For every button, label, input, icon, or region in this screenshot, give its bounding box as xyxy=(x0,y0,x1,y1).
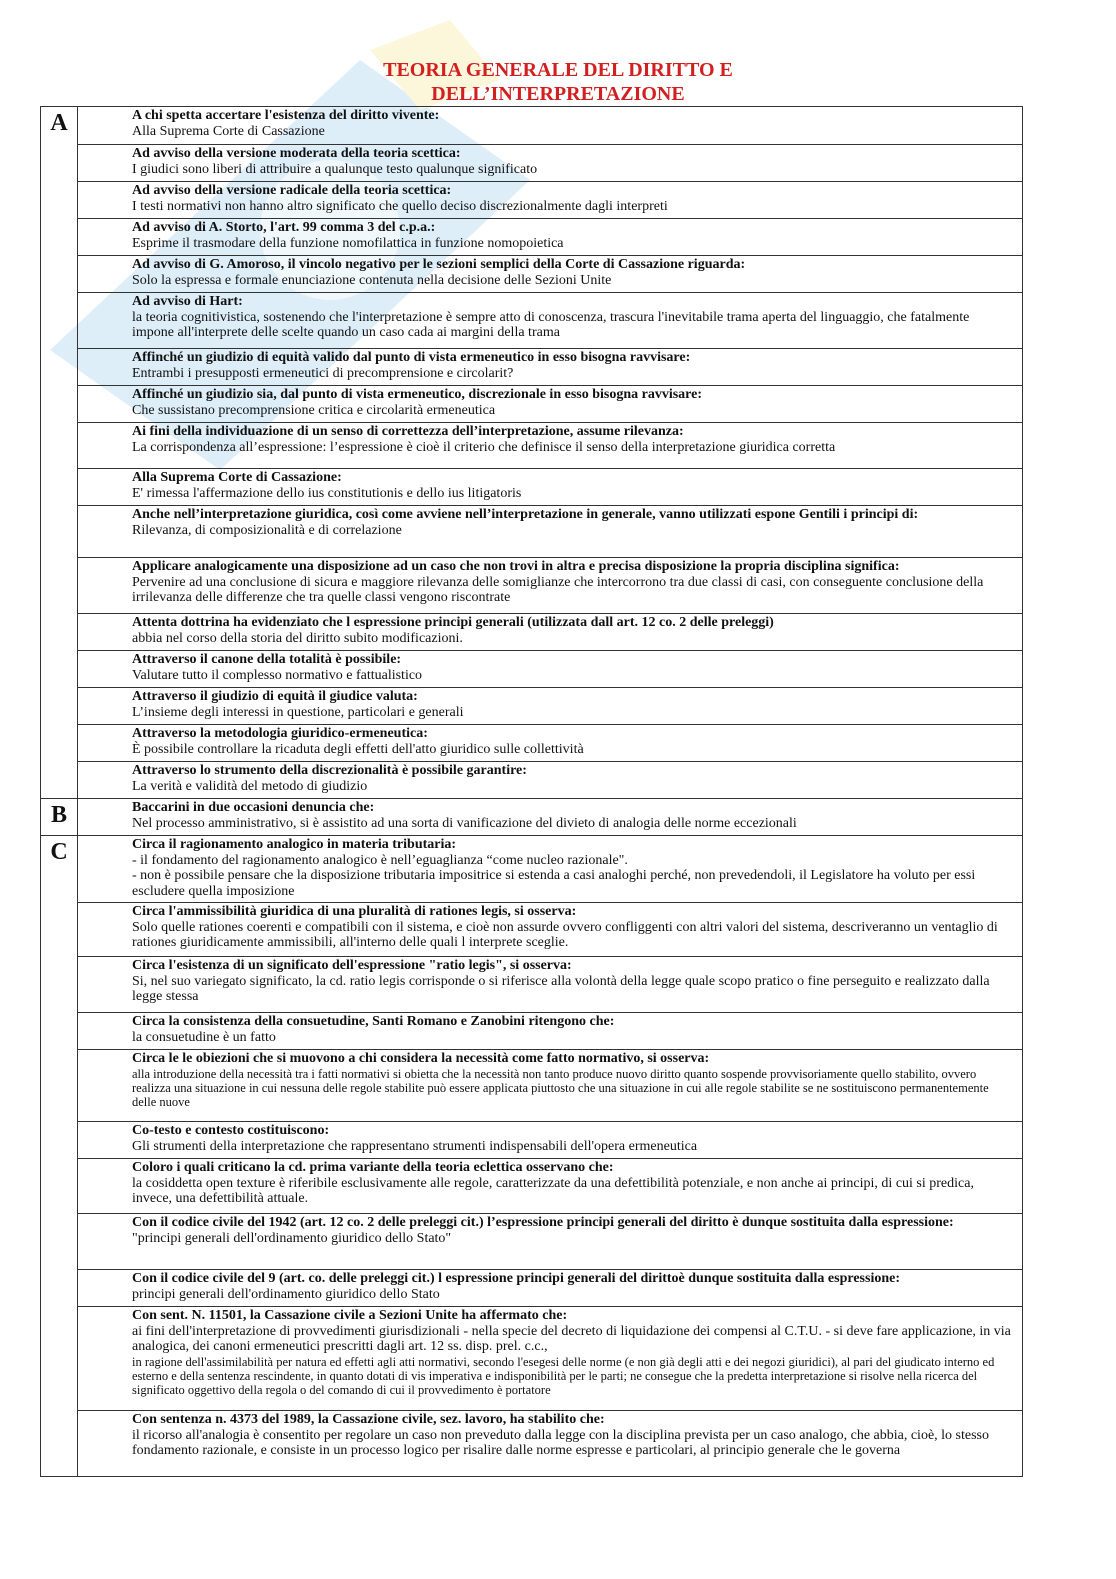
table-row xyxy=(41,1214,1023,1270)
qa-table xyxy=(40,106,1023,1477)
question-text: Baccarini in due occasioni denuncia che: xyxy=(132,800,375,815)
row-cell xyxy=(78,145,1023,182)
answer-text: ai fini dell'interpretazione di provvedimenti giurisdizionali - nella specie del decreto di liquidazione dei compensi al C.T.U. - si deve fare applicazione, in via analogica, dei canoni ermeneutici prescritti dagli art. 12 ss. disp. prel. c.c., xyxy=(132,1323,1011,1354)
answer-text: Solo quelle rationes coerenti e compatibili con il sistema, e cioè non assurde ovvero confliggenti con altri valori del sistema, descriveranno un ventaglio di rationes giuridicamente ammissibili, all'interno delle quali l interprete sceglie. xyxy=(132,919,998,950)
table-row xyxy=(41,506,1023,558)
question-text: Attenta dottrina ha evidenziato che l espressione principi generali (utilizzata dall art. 12 co. 2 delle preleggi) xyxy=(132,615,774,630)
table-row xyxy=(41,423,1023,469)
question-text: Con sentenza n. 4373 del 1989, la Cassazione civile, sez. lavoro, ha stabilito che: xyxy=(132,1412,605,1427)
row-cell xyxy=(78,799,1023,836)
answer-text: Pervenire ad una conclusione di sicura e maggiore rilevanza delle somiglianze che intercorrono tra due classi di casi, con conseguente conclusione della irrilevanza delle differenze che tra quelle classi vengono riscontrate xyxy=(132,574,984,605)
question-text: Attraverso il giudizio di equità il giudice valuta: xyxy=(132,689,418,704)
answer-text: la cosiddetta open texture è riferibile esclusivamente alle regole, caratterizzate da una defettibilità potenziale, e non anche ai principi, di cui si predica, invece, una defettibilità attuale. xyxy=(132,1175,974,1206)
row-cell xyxy=(78,614,1023,651)
letter-c: C xyxy=(41,836,78,1477)
row-cell xyxy=(78,349,1023,386)
answer-text: Valutare tutto il complesso normativo e fattualistico xyxy=(132,667,423,683)
table-row xyxy=(41,107,1023,145)
question-text: Circa il ragionamento analogico in materia tributaria: xyxy=(132,837,457,852)
question-text: Ad avviso di Hart: xyxy=(132,294,243,309)
table-row xyxy=(41,725,1023,762)
table-row xyxy=(41,836,1023,903)
question-text: Circa le le obiezioni che si muovono a chi considera la necessità come fatto normativo, si osserva: xyxy=(132,1051,710,1066)
table-row xyxy=(41,293,1023,349)
row-cell xyxy=(78,386,1023,423)
table-row xyxy=(41,219,1023,256)
answer-text: Gli strumenti della interpretazione che rappresentano strumenti indispensabili dell'opera ermeneutica xyxy=(132,1138,698,1154)
table-row xyxy=(41,1159,1023,1214)
question-text: Circa la consistenza della consuetudine, Santi Romano e Zanobini ritengono che: xyxy=(132,1014,615,1029)
question-text: Co-testo e contesto costituiscono: xyxy=(132,1123,330,1138)
row-cell xyxy=(78,651,1023,688)
row-cell xyxy=(78,256,1023,293)
question-text: Circa l'esistenza di un significato dell'espressione "ratio legis", si osserva: xyxy=(132,958,572,973)
answer-text: I testi normativi non hanno altro significato che quello deciso discrezionalmente dagli interpreti xyxy=(132,198,668,214)
letter-a: A xyxy=(41,107,78,799)
table-row xyxy=(41,799,1023,836)
row-cell xyxy=(78,293,1023,349)
question-text: Coloro i quali criticano la cd. prima variante della teoria eclettica osservano che: xyxy=(132,1160,614,1175)
answer-text: La corrispondenza all’espressione: l’espressione è cioè il criterio che definisce il senso della interpretazione giuridica corretta xyxy=(132,439,836,455)
row-cell xyxy=(78,1159,1023,1214)
row-cell xyxy=(78,836,1023,903)
row-cell xyxy=(78,107,1023,145)
answer-text: alla introduzione della necessità tra i fatti normativi si obietta che la necessità non tanto produce nuovo diritto quanto sospende provvisoriamente quello stabilito, ovvero realizza una situazione in cui nessuna delle regole stabilite può essere applicata piuttosto che una situazione in cui alle regole stabilite se ne sostituiscono permanentemente delle nuove xyxy=(132,1066,989,1109)
answer-text-continued: in ragione dell'assimilabilità per natura ed effetti agli atti normativi, secondo l'esegesi delle norme (e non già degli atti e dei negozi giuridici), al pari del giudicato interno ed esterno e della sentenza rescindente, in quanto dotati di vis imperativa e indisponibilità per le parti; ne consegue che la predetta interpretazione si risolve nella ricerca del significato oggettivo della regola o del comando di cui il provvedimento è portatore xyxy=(132,1354,995,1397)
answer-text: E' rimessa l'affermazione dello ius constitutionis e dello ius litigatoris xyxy=(132,485,522,501)
table-row xyxy=(41,903,1023,957)
question-text: Ad avviso della versione moderata della teoria scettica: xyxy=(132,146,461,161)
answer-text: La verità e validità del metodo di giudizio xyxy=(132,778,368,794)
question-text: Affinché un giudizio sia, dal punto di vista ermeneutico, discrezionale in esso bisogna ravvisare: xyxy=(132,387,703,402)
answer-text: - il fondamento del ragionamento analogico è nell’eguaglianza “come nucleo razionale". xyxy=(132,852,628,868)
table-row xyxy=(41,688,1023,725)
answer-text: la consuetudine è un fatto xyxy=(132,1029,276,1045)
question-text: Affinché un giudizio di equità valido dal punto di vista ermeneutico in esso bisogna ravvisare: xyxy=(132,350,691,365)
table-row xyxy=(41,651,1023,688)
answer-text: I giudici sono liberi di attribuire a qualunque testo qualunque significato xyxy=(132,161,538,177)
answer-text: Esprime il trasmodare della funzione nomofilattica in funzione nomopoietica xyxy=(132,235,564,251)
page-title-line-1: TEORIA GENERALE DEL DIRITTO E xyxy=(383,59,733,81)
row-cell xyxy=(78,1050,1023,1122)
answer-text: Rilevanza, di composizionalità e di correlazione xyxy=(132,522,402,538)
row-cell xyxy=(78,558,1023,614)
row-cell xyxy=(78,1411,1023,1477)
answer-text: la teoria cognitivistica, sostenendo che l'interpretazione è sempre atto di conoscenza, trascura l'inevitabile trama aperta del linguaggio, che fatalmente impone all'interprete delle scelte quando un caso cada ai margini della trama xyxy=(132,309,970,340)
answer-text-continued: - non è possibile pensare che la disposizione tributaria impositrice si estenda a casi analoghi perché, non prevedendoli, il Legislatore ha voluto per essi escludere quella imposizione xyxy=(132,868,976,899)
question-text: Ad avviso di A. Storto, l'art. 99 comma 3 del c.p.a.: xyxy=(132,220,436,235)
answer-text: Solo la espressa e formale enunciazione contenuta nella decisione delle Sezioni Unite xyxy=(132,272,612,288)
answer-text: Entrambi i presupposti ermeneutici di precomprensione e circolarit? xyxy=(132,365,514,381)
table-row xyxy=(41,1307,1023,1411)
table-row xyxy=(41,614,1023,651)
answer-text: Alla Suprema Corte di Cassazione xyxy=(132,123,325,139)
row-cell xyxy=(78,423,1023,469)
answer-text: abbia nel corso della storia del diritto subito modificazioni. xyxy=(132,630,463,646)
row-cell xyxy=(78,903,1023,957)
answer-text: "principi generali dell'ordinamento giuridico dello Stato" xyxy=(132,1230,452,1246)
row-cell xyxy=(78,1307,1023,1411)
letter-b: B xyxy=(41,799,78,836)
table-row xyxy=(41,1411,1023,1477)
question-text: Attraverso il canone della totalità è possibile: xyxy=(132,652,402,667)
table-row xyxy=(41,386,1023,423)
row-cell xyxy=(78,1270,1023,1307)
table-row xyxy=(41,349,1023,386)
question-text: Anche nell’interpretazione giuridica, così come avviene nell’interpretazione in generale, vanno utilizzati espone Gentili i principi di: xyxy=(132,507,919,522)
row-cell xyxy=(78,957,1023,1013)
answer-text: Che sussistano precomprensione critica e circolarità ermeneutica xyxy=(132,402,496,418)
table-row xyxy=(41,145,1023,182)
question-text: Applicare analogicamente una disposizione ad un caso che non trovi in altra e precisa disposizione la propria disciplina significa: xyxy=(132,559,900,574)
row-cell xyxy=(78,506,1023,558)
row-cell xyxy=(78,182,1023,219)
row-cell xyxy=(78,688,1023,725)
question-text: Ad avviso della versione radicale della teoria scettica: xyxy=(132,183,452,198)
table-row xyxy=(41,256,1023,293)
row-cell xyxy=(78,1122,1023,1159)
answer-text: L’insieme degli interessi in questione, particolari e generali xyxy=(132,704,464,720)
answer-text: Nel processo amministrativo, si è assistito ad una sorta di vanificazione del divieto di analogia delle norme eccezionali xyxy=(132,815,797,831)
row-cell xyxy=(78,219,1023,256)
question-text: Attraverso lo strumento della discrezionalità è possibile garantire: xyxy=(132,763,527,778)
row-cell xyxy=(78,725,1023,762)
question-text: A chi spetta accertare l'esistenza del diritto vivente: xyxy=(132,108,440,123)
row-cell xyxy=(78,1214,1023,1270)
row-cell xyxy=(78,762,1023,799)
question-text: Ad avviso di G. Amoroso, il vincolo negativo per le sezioni semplici della Corte di Cassazione riguarda: xyxy=(132,257,746,272)
table-row xyxy=(41,558,1023,614)
answer-text: principi generali dell'ordinamento giuridico dello Stato xyxy=(132,1286,440,1302)
row-cell xyxy=(78,469,1023,506)
question-text: Alla Suprema Corte di Cassazione: xyxy=(132,470,342,485)
row-cell xyxy=(78,1013,1023,1050)
answer-text: Si, nel suo variegato significato, la cd. ratio legis corrisponde o si riferisce alla volontà della legge quale scopo pratico o fine perseguito e realizzato dalla legge stessa xyxy=(132,973,990,1004)
table-row xyxy=(41,1050,1023,1122)
table-row xyxy=(41,762,1023,799)
question-text: Circa l'ammissibilità giuridica di una pluralità di rationes legis, si osserva: xyxy=(132,904,577,919)
question-text: Ai fini della individuazione di un senso di correttezza dell’interpretazione, assume rilevanza: xyxy=(132,424,684,439)
answer-text: È possibile controllare la ricaduta degli effetti dell'atto giuridico sulle collettività xyxy=(132,741,584,757)
answer-text: il ricorso all'analogia è consentito per regolare un caso non preveduto dalla legge con la disciplina prevista per un caso analogo, che abbia, cioè, lo stesso fondamento razionale, e consiste in un processo logico per risalire dalle norme espresse e particolari, al principio generale che le governa xyxy=(132,1427,990,1458)
question-text: Con il codice civile del 1942 (art. 12 co. 2 delle preleggi cit.) l’espressione principi generali del diritto è dunque sostituita dalla espressione: xyxy=(132,1215,954,1230)
table-row xyxy=(41,957,1023,1013)
table-row xyxy=(41,1270,1023,1307)
question-text: Con il codice civile del 9 (art. co. delle preleggi cit.) l espressione principi generali del dirittoè dunque sostituita dalla espressione: xyxy=(132,1271,901,1286)
table-row xyxy=(41,469,1023,506)
page-title-line-2: DELL’INTERPRETAZIONE xyxy=(431,83,685,105)
question-text: Attraverso la metodologia giuridico-ermeneutica: xyxy=(132,726,428,741)
table-row xyxy=(41,1013,1023,1050)
table-row xyxy=(41,1122,1023,1159)
table-row xyxy=(41,182,1023,219)
question-text: Con sent. N. 11501, la Cassazione civile a Sezioni Unite ha affermato che: xyxy=(132,1308,568,1323)
